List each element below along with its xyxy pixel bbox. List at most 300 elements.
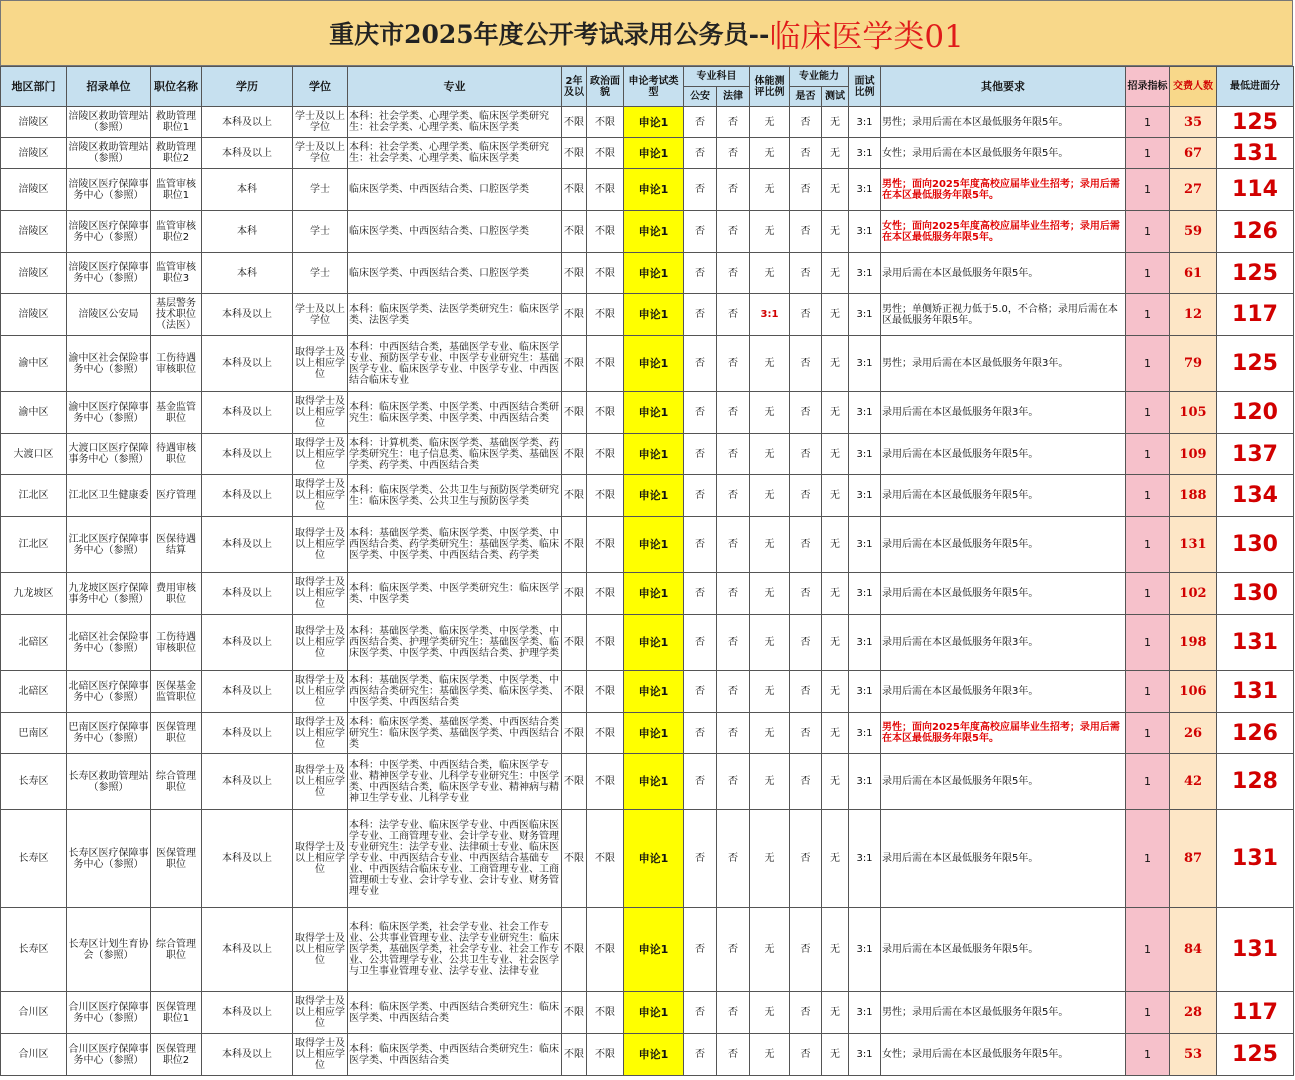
cell-min-score: 130 (1217, 573, 1294, 615)
cell-political: 不限 (587, 169, 624, 211)
cell-gongan: 否 (684, 810, 717, 908)
cell-gongan: 否 (684, 754, 717, 810)
cell-essay-type: 申论1 (624, 517, 684, 573)
cell-degree: 取得学士及以上相应学位 (293, 1034, 348, 1076)
cell-paid: 131 (1170, 517, 1217, 573)
cell-falv: 否 (717, 517, 750, 573)
cell-other: 录用后需在本区最低服务年限5年。 (881, 253, 1126, 294)
cell-falv: 否 (717, 434, 750, 475)
cell-two-years: 不限 (562, 671, 587, 713)
cell-paid: 109 (1170, 434, 1217, 475)
cell-test-ratio: 无 (822, 138, 849, 169)
cell-education: 本科及以上 (202, 573, 293, 615)
cell-gongan: 否 (684, 138, 717, 169)
header-gongan: 公安 (684, 87, 717, 107)
header-political: 政治面貌 (587, 67, 624, 107)
cell-education: 本科及以上 (202, 475, 293, 517)
cell-degree: 取得学士及以上相应学位 (293, 573, 348, 615)
cell-interview: 3:1 (849, 1034, 881, 1076)
cell-essay-type: 申论1 (624, 253, 684, 294)
cell-is-test: 否 (790, 573, 822, 615)
cell-quota: 1 (1126, 754, 1170, 810)
cell-is-test: 否 (790, 671, 822, 713)
cell-major: 临床医学类、中西医结合类、口腔医学类 (348, 211, 562, 253)
table-row (1, 434, 1294, 475)
cell-gongan: 否 (684, 992, 717, 1034)
cell-position: 工伤待遇审核职位 (151, 336, 202, 392)
cell-test-ratio: 无 (822, 434, 849, 475)
cell-degree: 学士及以上学位 (293, 138, 348, 169)
cell-essay-type: 申论1 (624, 434, 684, 475)
cell-political: 不限 (587, 992, 624, 1034)
cell-quota: 1 (1126, 169, 1170, 211)
cell-degree: 取得学士及以上相应学位 (293, 754, 348, 810)
cell-test-ratio: 无 (822, 392, 849, 434)
cell-position: 综合管理职位 (151, 754, 202, 810)
cell-degree: 取得学士及以上相应学位 (293, 908, 348, 992)
cell-physical: 无 (750, 573, 790, 615)
cell-two-years: 不限 (562, 169, 587, 211)
cell-quota: 1 (1126, 615, 1170, 671)
cell-falv: 否 (717, 294, 750, 336)
cell-quota: 1 (1126, 1034, 1170, 1076)
table-row (1, 754, 1294, 810)
cell-gongan: 否 (684, 392, 717, 434)
cell-other: 男性；录用后需在本区最低服务年限3年。 (881, 336, 1126, 392)
cell-essay-type: 申论1 (624, 138, 684, 169)
cell-degree: 取得学士及以上相应学位 (293, 992, 348, 1034)
cell-interview: 3:1 (849, 169, 881, 211)
title-main: 重庆市2025年度公开考试录用公务员-- (329, 20, 770, 49)
cell-min-score: 125 (1217, 107, 1294, 138)
cell-is-test: 否 (790, 434, 822, 475)
cell-quota: 1 (1126, 107, 1170, 138)
cell-falv: 否 (717, 754, 750, 810)
cell-falv: 否 (717, 392, 750, 434)
cell-quota: 1 (1126, 392, 1170, 434)
header-interview: 面试比例 (849, 67, 881, 107)
cell-other: 录用后需在本区最低服务年限5年。 (881, 810, 1126, 908)
cell-education: 本科及以上 (202, 615, 293, 671)
cell-paid: 84 (1170, 908, 1217, 992)
cell-quota: 1 (1126, 713, 1170, 754)
cell-test-ratio: 无 (822, 671, 849, 713)
cell-falv: 否 (717, 713, 750, 754)
cell-is-test: 否 (790, 294, 822, 336)
cell-two-years: 不限 (562, 294, 587, 336)
cell-test-ratio: 无 (822, 336, 849, 392)
cell-position: 基金监管职位 (151, 392, 202, 434)
cell-paid: 188 (1170, 475, 1217, 517)
cell-gongan: 否 (684, 169, 717, 211)
cell-min-score: 126 (1217, 211, 1294, 253)
cell-interview: 3:1 (849, 615, 881, 671)
cell-degree: 学士 (293, 169, 348, 211)
header-position: 职位名称 (151, 67, 202, 107)
cell-interview: 3:1 (849, 992, 881, 1034)
cell-paid: 28 (1170, 992, 1217, 1034)
cell-paid: 87 (1170, 810, 1217, 908)
cell-other: 录用后需在本区最低服务年限5年。 (881, 573, 1126, 615)
cell-paid: 106 (1170, 671, 1217, 713)
cell-political: 不限 (587, 615, 624, 671)
cell-degree: 学士 (293, 253, 348, 294)
cell-essay-type: 申论1 (624, 992, 684, 1034)
cell-degree: 取得学士及以上相应学位 (293, 434, 348, 475)
cell-interview: 3:1 (849, 434, 881, 475)
cell-is-test: 否 (790, 713, 822, 754)
header-subject-group: 专业科目 (684, 67, 750, 87)
cell-min-score: 125 (1217, 253, 1294, 294)
cell-falv: 否 (717, 810, 750, 908)
cell-essay-type: 申论1 (624, 1034, 684, 1076)
cell-essay-type: 申论1 (624, 573, 684, 615)
cell-quota: 1 (1126, 138, 1170, 169)
header-test-ratio: 测试 (822, 87, 849, 107)
cell-paid: 42 (1170, 754, 1217, 810)
cell-falv: 否 (717, 211, 750, 253)
cell-position: 待遇审核职位 (151, 434, 202, 475)
cell-major: 本科：临床医学类、中西医结合类研究生：临床医学类、中西医结合类 (348, 1034, 562, 1076)
cell-degree: 取得学士及以上相应学位 (293, 392, 348, 434)
cell-gongan: 否 (684, 573, 717, 615)
header-quota: 招录指标 (1126, 67, 1170, 107)
cell-gongan: 否 (684, 434, 717, 475)
cell-major: 本科：临床医学类、公共卫生与预防医学类研究生：临床医学类、公共卫生与预防医学类 (348, 475, 562, 517)
cell-is-test: 否 (790, 336, 822, 392)
cell-other: 男性；单侧矫正视力低于5.0，不合格；录用后需在本区最低服务年限5年。 (881, 294, 1126, 336)
cell-interview: 3:1 (849, 107, 881, 138)
cell-unit: 涪陵区救助管理站（参照） (67, 107, 151, 138)
table-row (1, 810, 1294, 908)
table-row (1, 253, 1294, 294)
cell-essay-type: 申论1 (624, 671, 684, 713)
cell-position: 医保管理职位 (151, 713, 202, 754)
cell-quota: 1 (1126, 253, 1170, 294)
cell-unit: 江北区卫生健康委 (67, 475, 151, 517)
cell-education: 本科及以上 (202, 1034, 293, 1076)
table-body (1, 107, 1294, 1076)
cell-region: 北碚区 (1, 671, 67, 713)
cell-paid: 53 (1170, 1034, 1217, 1076)
cell-major: 本科：临床医学类、法医学类研究生：临床医学类、法医学类 (348, 294, 562, 336)
cell-major: 本科：法学专业、临床医学专业、中西医临床医学专业、工商管理专业、会计学专业、财务管理专业研究生：法学专业、法律硕士专业、临床医学专业、中西医结合专业、中西医结合基础专业、中西医结合临床专业、工商管理专业、工商管理硕士专业、会计学专业、会计专业、财务管理专业 (348, 810, 562, 908)
cell-political: 不限 (587, 253, 624, 294)
cell-gongan: 否 (684, 336, 717, 392)
cell-min-score: 131 (1217, 671, 1294, 713)
cell-physical: 无 (750, 475, 790, 517)
cell-major: 本科：计算机类、临床医学类、基础医学类、药学类研究生：电子信息类、临床医学类、基础医学类、药学类、中西医结合类 (348, 434, 562, 475)
cell-physical: 无 (750, 138, 790, 169)
cell-interview: 3:1 (849, 253, 881, 294)
cell-physical: 无 (750, 253, 790, 294)
cell-education: 本科及以上 (202, 908, 293, 992)
cell-political: 不限 (587, 517, 624, 573)
cell-two-years: 不限 (562, 138, 587, 169)
cell-other: 录用后需在本区最低服务年限3年。 (881, 615, 1126, 671)
cell-min-score: 134 (1217, 475, 1294, 517)
cell-physical: 无 (750, 713, 790, 754)
cell-paid: 102 (1170, 573, 1217, 615)
cell-test-ratio: 无 (822, 992, 849, 1034)
cell-position: 医保待遇结算 (151, 517, 202, 573)
cell-position: 救助管理职位2 (151, 138, 202, 169)
cell-gongan: 否 (684, 211, 717, 253)
cell-unit: 涪陵区医疗保障事务中心（参照） (67, 253, 151, 294)
cell-degree: 学士及以上学位 (293, 107, 348, 138)
table-row (1, 138, 1294, 169)
cell-other: 录用后需在本区最低服务年限5年。 (881, 908, 1126, 992)
header-degree: 学位 (293, 67, 348, 107)
cell-two-years: 不限 (562, 392, 587, 434)
cell-education: 本科及以上 (202, 713, 293, 754)
cell-falv: 否 (717, 253, 750, 294)
cell-unit: 九龙坡区医疗保障事务中心（参照） (67, 573, 151, 615)
cell-other: 录用后需在本区最低服务年限5年。 (881, 475, 1126, 517)
cell-two-years: 不限 (562, 211, 587, 253)
cell-major: 本科：临床医学类，社会学专业、社会工作专业、公共事业管理专业、法学专业研究生：临床医学类，基础医学类，社会学专业、社会工作专业、公共管理学专业、公共卫生专业、社会医学与卫生事业管理专业、法学专业、法律专业 (348, 908, 562, 992)
table-row (1, 992, 1294, 1034)
cell-two-years: 不限 (562, 992, 587, 1034)
header-falv: 法律 (717, 87, 750, 107)
cell-other: 男性；面向2025年度高校应届毕业生招考；录用后需在本区最低服务年限5年。 (881, 169, 1126, 211)
header-unit: 招录单位 (67, 67, 151, 107)
cell-essay-type: 申论1 (624, 169, 684, 211)
header-other: 其他要求 (881, 67, 1126, 107)
table-row (1, 294, 1294, 336)
cell-major: 本科：基础医学类、临床医学类、中医学类、中西医结合类、药学类研究生：基础医学类、临床医学类、中医学类、中西医结合类、药学类 (348, 517, 562, 573)
cell-political: 不限 (587, 908, 624, 992)
cell-interview: 3:1 (849, 294, 881, 336)
cell-falv: 否 (717, 107, 750, 138)
cell-region: 长寿区 (1, 754, 67, 810)
cell-test-ratio: 无 (822, 908, 849, 992)
table-row (1, 107, 1294, 138)
cell-gongan: 否 (684, 294, 717, 336)
cell-test-ratio: 无 (822, 1034, 849, 1076)
cell-quota: 1 (1126, 434, 1170, 475)
cell-quota: 1 (1126, 908, 1170, 992)
cell-test-ratio: 无 (822, 754, 849, 810)
cell-gongan: 否 (684, 713, 717, 754)
cell-physical: 无 (750, 615, 790, 671)
cell-education: 本科及以上 (202, 336, 293, 392)
cell-other: 女性；面向2025年度高校应届毕业生招考；录用后需在本区最低服务年限5年。 (881, 211, 1126, 253)
cell-political: 不限 (587, 336, 624, 392)
cell-two-years: 不限 (562, 107, 587, 138)
cell-interview: 3:1 (849, 671, 881, 713)
cell-essay-type: 申论1 (624, 908, 684, 992)
cell-unit: 涪陵区救助管理站（参照） (67, 138, 151, 169)
cell-test-ratio: 无 (822, 713, 849, 754)
cell-gongan: 否 (684, 615, 717, 671)
cell-other: 女性；录用后需在本区最低服务年限5年。 (881, 138, 1126, 169)
cell-paid: 198 (1170, 615, 1217, 671)
cell-is-test: 否 (790, 107, 822, 138)
cell-test-ratio: 无 (822, 615, 849, 671)
cell-position: 基层警务技术职位（法医） (151, 294, 202, 336)
cell-unit: 涪陵区公安局 (67, 294, 151, 336)
cell-education: 本科 (202, 253, 293, 294)
cell-education: 本科及以上 (202, 810, 293, 908)
cell-min-score: 131 (1217, 138, 1294, 169)
cell-is-test: 否 (790, 392, 822, 434)
header-ability-group: 专业能力 (790, 67, 849, 87)
cell-other: 录用后需在本区最低服务年限3年。 (881, 392, 1126, 434)
cell-two-years: 不限 (562, 810, 587, 908)
cell-is-test: 否 (790, 810, 822, 908)
cell-falv: 否 (717, 169, 750, 211)
cell-interview: 3:1 (849, 810, 881, 908)
table-row (1, 392, 1294, 434)
cell-education: 本科及以上 (202, 294, 293, 336)
cell-gongan: 否 (684, 517, 717, 573)
cell-region: 渝中区 (1, 336, 67, 392)
cell-region: 涪陵区 (1, 211, 67, 253)
cell-test-ratio: 无 (822, 475, 849, 517)
cell-paid: 61 (1170, 253, 1217, 294)
cell-political: 不限 (587, 713, 624, 754)
cell-major: 临床医学类、中西医结合类、口腔医学类 (348, 253, 562, 294)
cell-political: 不限 (587, 294, 624, 336)
cell-position: 监管审核职位1 (151, 169, 202, 211)
cell-falv: 否 (717, 992, 750, 1034)
cell-min-score: 120 (1217, 392, 1294, 434)
cell-test-ratio: 无 (822, 294, 849, 336)
cell-political: 不限 (587, 107, 624, 138)
cell-paid: 27 (1170, 169, 1217, 211)
cell-interview: 3:1 (849, 713, 881, 754)
cell-quota: 1 (1126, 517, 1170, 573)
table-row (1, 573, 1294, 615)
cell-is-test: 否 (790, 475, 822, 517)
table-row (1, 211, 1294, 253)
cell-is-test: 否 (790, 1034, 822, 1076)
cell-position: 救助管理职位1 (151, 107, 202, 138)
cell-region: 涪陵区 (1, 253, 67, 294)
cell-physical: 无 (750, 992, 790, 1034)
sheet-title (0, 0, 1293, 66)
cell-degree: 取得学士及以上相应学位 (293, 810, 348, 908)
cell-other: 男性；面向2025年度高校应届毕业生招考；录用后需在本区最低服务年限5年。 (881, 713, 1126, 754)
cell-falv: 否 (717, 475, 750, 517)
cell-degree: 学士及以上学位 (293, 294, 348, 336)
cell-major: 本科：基础医学类、临床医学类、中医学类、中西医结合类研究生：基础医学类、临床医学类、中医学类、中西医结合类 (348, 671, 562, 713)
cell-degree: 学士 (293, 211, 348, 253)
cell-physical: 无 (750, 169, 790, 211)
table-row (1, 517, 1294, 573)
cell-gongan: 否 (684, 107, 717, 138)
cell-paid: 35 (1170, 107, 1217, 138)
cell-region: 江北区 (1, 475, 67, 517)
cell-other: 录用后需在本区最低服务年限5年。 (881, 754, 1126, 810)
cell-major: 本科：临床医学类、中西医结合类研究生：临床医学类、中西医结合类 (348, 992, 562, 1034)
positions-table (0, 66, 1294, 1076)
cell-political: 不限 (587, 573, 624, 615)
table-row (1, 475, 1294, 517)
cell-physical: 无 (750, 810, 790, 908)
cell-min-score: 137 (1217, 434, 1294, 475)
cell-political: 不限 (587, 1034, 624, 1076)
cell-physical: 无 (750, 434, 790, 475)
cell-quota: 1 (1126, 810, 1170, 908)
cell-political: 不限 (587, 392, 624, 434)
cell-two-years: 不限 (562, 336, 587, 392)
cell-degree: 取得学士及以上相应学位 (293, 517, 348, 573)
cell-quota: 1 (1126, 211, 1170, 253)
cell-region: 长寿区 (1, 908, 67, 992)
cell-test-ratio: 无 (822, 211, 849, 253)
cell-region: 涪陵区 (1, 169, 67, 211)
cell-region: 涪陵区 (1, 138, 67, 169)
cell-two-years: 不限 (562, 754, 587, 810)
cell-unit: 涪陵区医疗保障事务中心（参照） (67, 211, 151, 253)
cell-unit: 长寿区救助管理站（参照） (67, 754, 151, 810)
cell-political: 不限 (587, 475, 624, 517)
cell-degree: 取得学士及以上相应学位 (293, 475, 348, 517)
cell-political: 不限 (587, 138, 624, 169)
cell-education: 本科及以上 (202, 107, 293, 138)
cell-paid: 59 (1170, 211, 1217, 253)
cell-interview: 3:1 (849, 475, 881, 517)
cell-essay-type: 申论1 (624, 336, 684, 392)
table-row (1, 908, 1294, 992)
cell-physical: 无 (750, 1034, 790, 1076)
cell-physical: 无 (750, 392, 790, 434)
cell-essay-type: 申论1 (624, 615, 684, 671)
cell-interview: 3:1 (849, 336, 881, 392)
cell-unit: 渝中区医疗保障事务中心（参照） (67, 392, 151, 434)
cell-region: 巴南区 (1, 713, 67, 754)
cell-unit: 渝中区社会保险事务中心（参照） (67, 336, 151, 392)
cell-other: 男性；录用后需在本区最低服务年限5年。 (881, 107, 1126, 138)
cell-min-score: 128 (1217, 754, 1294, 810)
cell-political: 不限 (587, 754, 624, 810)
cell-is-test: 否 (790, 615, 822, 671)
cell-min-score: 131 (1217, 908, 1294, 992)
cell-major: 本科：中医学类、中西医结合类，临床医学专业、精神医学专业、儿科学专业研究生：中医学类、中西医结合类，临床医学专业、精神病与精神卫生学专业、儿科学专业 (348, 754, 562, 810)
cell-two-years: 不限 (562, 615, 587, 671)
table-row (1, 169, 1294, 211)
cell-position: 费用审核职位 (151, 573, 202, 615)
cell-min-score: 125 (1217, 1034, 1294, 1076)
table-row (1, 336, 1294, 392)
cell-is-test: 否 (790, 211, 822, 253)
cell-education: 本科及以上 (202, 754, 293, 810)
cell-position: 监管审核职位2 (151, 211, 202, 253)
cell-two-years: 不限 (562, 517, 587, 573)
cell-paid: 67 (1170, 138, 1217, 169)
header-physical: 体能测评比例 (750, 67, 790, 107)
table-row (1, 615, 1294, 671)
cell-education: 本科及以上 (202, 671, 293, 713)
cell-min-score: 125 (1217, 336, 1294, 392)
cell-test-ratio: 无 (822, 517, 849, 573)
header-major: 专业 (348, 67, 562, 107)
cell-political: 不限 (587, 211, 624, 253)
cell-min-score: 117 (1217, 992, 1294, 1034)
cell-position: 医保管理职位 (151, 810, 202, 908)
cell-position: 医保基金监管职位 (151, 671, 202, 713)
cell-falv: 否 (717, 336, 750, 392)
cell-region: 大渡口区 (1, 434, 67, 475)
header-min-score: 最低进面分 (1217, 67, 1294, 107)
cell-position: 综合管理职位 (151, 908, 202, 992)
cell-essay-type: 申论1 (624, 475, 684, 517)
header-region: 地区部门 (1, 67, 67, 107)
cell-education: 本科 (202, 169, 293, 211)
cell-interview: 3:1 (849, 754, 881, 810)
